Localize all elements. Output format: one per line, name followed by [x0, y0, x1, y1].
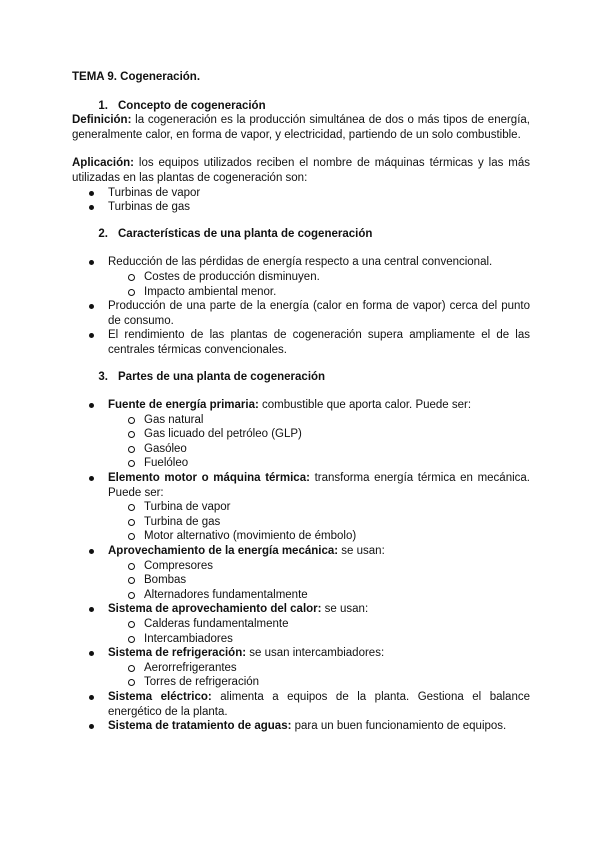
sub-list-item: Impacto ambiental menor. — [72, 285, 530, 300]
part-text: se usan intercambiadores: — [246, 647, 385, 660]
section-1-number: 1. — [98, 99, 108, 112]
list-item: Reducción de las pérdidas de energía respecto a una central convencional. — [72, 255, 530, 270]
section-3-heading — [72, 370, 530, 385]
list-item: El rendimiento de las plantas de cogeneración supera ampliamente el de las centrales térmicas convencionales. — [72, 328, 530, 357]
sub-list-item: Motor alternativo (movimiento de émbolo) — [72, 529, 530, 544]
sub-list-item: Aerorrefrigerantes — [72, 661, 530, 676]
sub-list-item: Turbina de gas — [72, 515, 530, 530]
section-1-title: Concepto de cogeneración — [118, 99, 266, 112]
part-text: se usan: — [321, 603, 369, 616]
section-2-heading — [72, 227, 530, 242]
part-label: Sistema de refrigeración: — [108, 647, 247, 660]
part-text: combustible que aporta calor. Puede ser: — [258, 399, 472, 412]
application-text: los equipos utilizados reciben el nombre de máquinas térmicas y las más utilizadas en las plantas de cogeneración son: — [72, 157, 530, 184]
definition-label: Definición: — [72, 114, 132, 127]
list-item — [72, 471, 530, 500]
sub-list-item: Gas natural — [72, 413, 530, 428]
sub-list-item: Compresores — [72, 559, 530, 574]
list-item: Turbinas de vapor — [72, 186, 530, 201]
part-text: alimenta a equipos de la planta. Gestiona el balance energético de la planta. — [108, 690, 530, 718]
list-item — [72, 544, 530, 559]
sub-list-item: Turbina de vapor — [72, 500, 530, 515]
application-label: Aplicación: — [72, 157, 134, 170]
part-label: Aprovechamiento de la energía mecánica: — [108, 545, 339, 558]
part-label: Sistema eléctrico: — [108, 690, 212, 703]
sub-list-item: Alternadores fundamentalmente — [72, 588, 530, 603]
section-3-number: 3. — [98, 370, 108, 383]
sub-list-item: Fuelóleo — [72, 456, 530, 471]
document-content — [72, 70, 530, 734]
list-item — [72, 646, 530, 661]
list-item — [72, 690, 530, 719]
sub-list-item: Gas licuado del petróleo (GLP) — [72, 427, 530, 442]
list-item: Turbinas de gas — [72, 200, 530, 215]
sub-list-item: Gasóleo — [72, 442, 530, 457]
part-label: Sistema de tratamiento de aguas: — [108, 720, 292, 733]
list-item — [72, 602, 530, 617]
part-text: transforma energía térmica en mecánica. Puede ser: — [108, 472, 530, 499]
section-2-title: Características de una planta de cogeneración — [118, 227, 373, 240]
parts-list — [72, 398, 530, 734]
sub-list-item: Intercambiadores — [72, 632, 530, 647]
list-item — [72, 719, 530, 734]
definition-text: la cogeneración es la producción simultánea de dos o más tipos de energía, generalmente calor, en forma de vapor, y electricidad, partiendo de un solo combustible. — [72, 114, 530, 141]
sub-list-item: Bombas — [72, 573, 530, 588]
part-label: Elemento motor o máquina térmica: — [108, 472, 310, 485]
application-list — [72, 186, 530, 215]
part-label: Sistema de aprovechamiento del calor: — [108, 603, 322, 616]
section-3-title: Partes de una planta de cogeneración — [118, 370, 326, 383]
part-label: Fuente de energía primaria: — [108, 399, 259, 412]
definition-paragraph — [72, 113, 530, 142]
sub-list-item: Calderas fundamentalmente — [72, 617, 530, 632]
document-title: TEMA 9. Cogeneración. — [72, 71, 201, 83]
part-text: para un buen funcionamiento de equipos. — [291, 720, 507, 733]
part-text: se usan: — [338, 545, 385, 558]
characteristics-list — [72, 255, 530, 357]
list-item — [72, 398, 530, 413]
sub-list-item: Costes de producción disminuyen. — [72, 270, 530, 285]
section-2-number: 2. — [98, 227, 108, 240]
section-1-heading — [72, 99, 530, 114]
sub-list-item: Torres de refrigeración — [72, 675, 530, 690]
list-item: Producción de una parte de la energía (calor en forma de vapor) cerca del punto de consumo. — [72, 299, 530, 328]
application-paragraph — [72, 156, 530, 185]
